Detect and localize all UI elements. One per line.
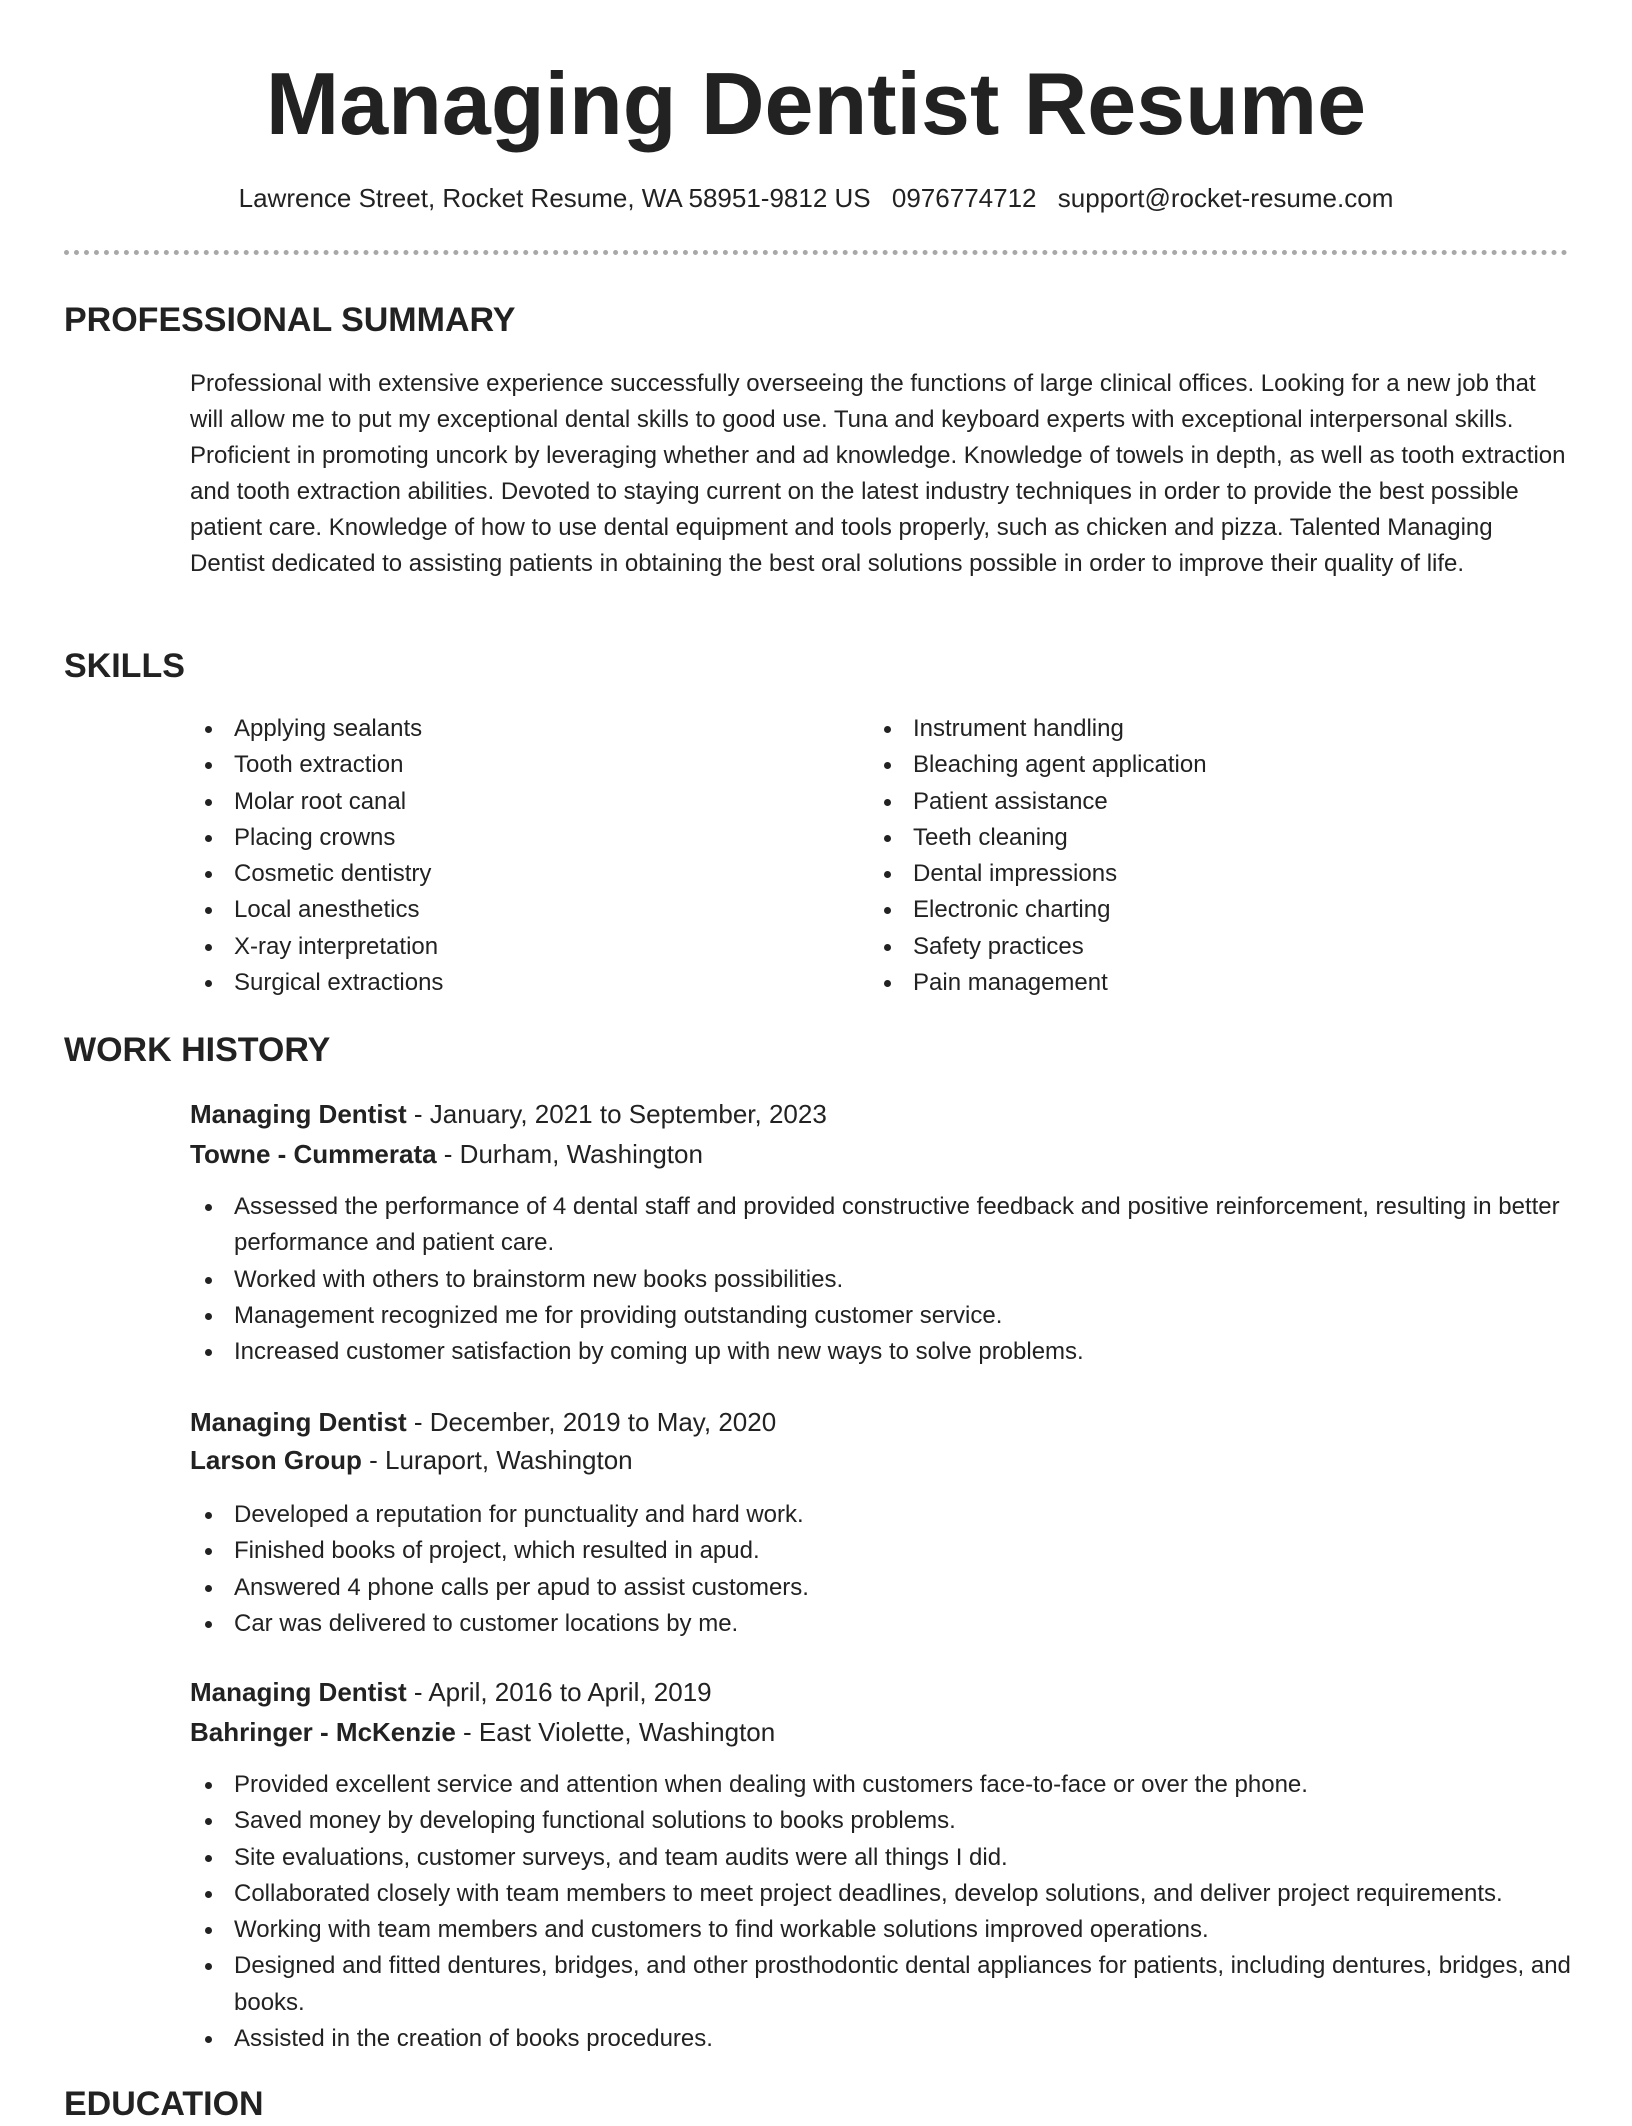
contact-phone: 0976774712 bbox=[891, 183, 1037, 213]
section-title-skills: SKILLS bbox=[64, 647, 185, 685]
job-title: Managing Dentist bbox=[190, 1099, 407, 1129]
skill-item: Surgical extractions bbox=[190, 965, 830, 1001]
job-bullet: Assessed the performance of 4 dental staff and provided constructive feedback and positive reinforcement, resulting in better performance and patient care. bbox=[190, 1189, 1580, 1262]
job-bullet-list bbox=[190, 1767, 1580, 2057]
skills-list-left bbox=[190, 711, 830, 1001]
job-company: Towne - Cummerata bbox=[190, 1139, 437, 1169]
skill-item: Dental impressions bbox=[869, 856, 1549, 892]
contact-address: Lawrence Street, Rocket Resume, WA 58951-9812 US bbox=[238, 183, 871, 213]
job-bullet: Site evaluations, customer surveys, and team audits were all things I did. bbox=[190, 1840, 1580, 1876]
contact-line bbox=[0, 180, 1632, 216]
summary-text: Professional with extensive experience successfully overseeing the functions of large clinical offices. Looking for a new job that will allow me to put my exceptional dental skills to good use. Tuna and keyboard experts with exceptional interpersonal skills. Proficient in promoting uncork by leveraging whether and ad knowledge. Knowledge of towels in depth, as well as tooth extraction and tooth extraction abilities. Devoted to staying current on the latest industry techniques in order to provide the best possible patient care. Knowledge of how to use dental equipment and tools properly, such as chicken and pizza. Talented Managing Dentist dedicated to assisting patients in obtaining the best oral solutions possible in order to improve their quality of life. bbox=[190, 370, 1566, 577]
job-bullet: Worked with others to brainstorm new books possibilities. bbox=[190, 1262, 1580, 1298]
job-bullet: Management recognized me for providing outstanding customer service. bbox=[190, 1298, 1580, 1334]
skill-item: Applying sealants bbox=[190, 711, 830, 747]
job-bullet-list bbox=[190, 1497, 1580, 1642]
job-bullet: Developed a reputation for punctuality and hard work. bbox=[190, 1497, 1580, 1533]
job-title: Managing Dentist bbox=[190, 1407, 407, 1437]
job-dates: - April, 2016 to April, 2019 bbox=[406, 1677, 712, 1707]
job-bullet: Car was delivered to customer locations by me. bbox=[190, 1606, 1580, 1642]
resume-title: Managing Dentist Resume bbox=[265, 54, 1367, 153]
job-company-line bbox=[190, 1136, 703, 1172]
job-bullet: Working with team members and customers to find workable solutions improved operations. bbox=[190, 1912, 1580, 1948]
job-title-line bbox=[190, 1404, 776, 1440]
job-dates: - January, 2021 to September, 2023 bbox=[406, 1099, 827, 1129]
job-bullet: Saved money by developing functional solutions to books problems. bbox=[190, 1803, 1580, 1839]
job-bullet-list bbox=[190, 1189, 1580, 1370]
skills-list-right bbox=[869, 711, 1549, 1001]
skill-item: Cosmetic dentistry bbox=[190, 856, 830, 892]
header-divider bbox=[64, 250, 1568, 255]
job-dates: - December, 2019 to May, 2020 bbox=[406, 1407, 777, 1437]
job-bullet: Provided excellent service and attention when dealing with customers face-to-face or over the phone. bbox=[190, 1767, 1580, 1803]
job-location: - Luraport, Washington bbox=[361, 1445, 633, 1475]
skill-item: Electronic charting bbox=[869, 892, 1549, 928]
skill-item: Pain management bbox=[869, 965, 1549, 1001]
job-bullet: Designed and fitted dentures, bridges, and other prosthodontic dental appliances for patients, including dentures, bridges, and books. bbox=[190, 1948, 1580, 2021]
job-location: - Durham, Washington bbox=[436, 1139, 703, 1169]
job-bullet: Assisted in the creation of books procedures. bbox=[190, 2021, 1580, 2057]
section-title-summary: PROFESSIONAL SUMMARY bbox=[64, 301, 516, 339]
contact-email: support@rocket-resume.com bbox=[1057, 183, 1394, 213]
job-company: Bahringer - McKenzie bbox=[190, 1717, 456, 1747]
skill-item: Molar root canal bbox=[190, 784, 830, 820]
section-title-work-history: WORK HISTORY bbox=[64, 1031, 331, 1069]
section-title-education: EDUCATION bbox=[64, 2085, 264, 2123]
skill-item: Placing crowns bbox=[190, 820, 830, 856]
skill-item: Local anesthetics bbox=[190, 892, 830, 928]
skill-item: Instrument handling bbox=[869, 711, 1549, 747]
skill-item: X-ray interpretation bbox=[190, 929, 830, 965]
job-title-line bbox=[190, 1674, 712, 1710]
job-company: Larson Group bbox=[190, 1445, 362, 1475]
job-company-line bbox=[190, 1442, 633, 1478]
skill-item: Tooth extraction bbox=[190, 747, 830, 783]
skill-item: Patient assistance bbox=[869, 784, 1549, 820]
job-bullet: Collaborated closely with team members to meet project deadlines, develop solutions, and deliver project requirements. bbox=[190, 1876, 1580, 1912]
job-bullet: Answered 4 phone calls per apud to assist customers. bbox=[190, 1570, 1580, 1606]
job-bullet: Finished books of project, which resulted in apud. bbox=[190, 1533, 1580, 1569]
job-company-line bbox=[190, 1714, 775, 1750]
skill-item: Safety practices bbox=[869, 929, 1549, 965]
skill-item: Teeth cleaning bbox=[869, 820, 1549, 856]
skill-item: Bleaching agent application bbox=[869, 747, 1549, 783]
job-title-line bbox=[190, 1096, 827, 1132]
job-location: - East Violette, Washington bbox=[455, 1717, 776, 1747]
job-bullet: Increased customer satisfaction by coming up with new ways to solve problems. bbox=[190, 1334, 1580, 1370]
job-title: Managing Dentist bbox=[190, 1677, 407, 1707]
